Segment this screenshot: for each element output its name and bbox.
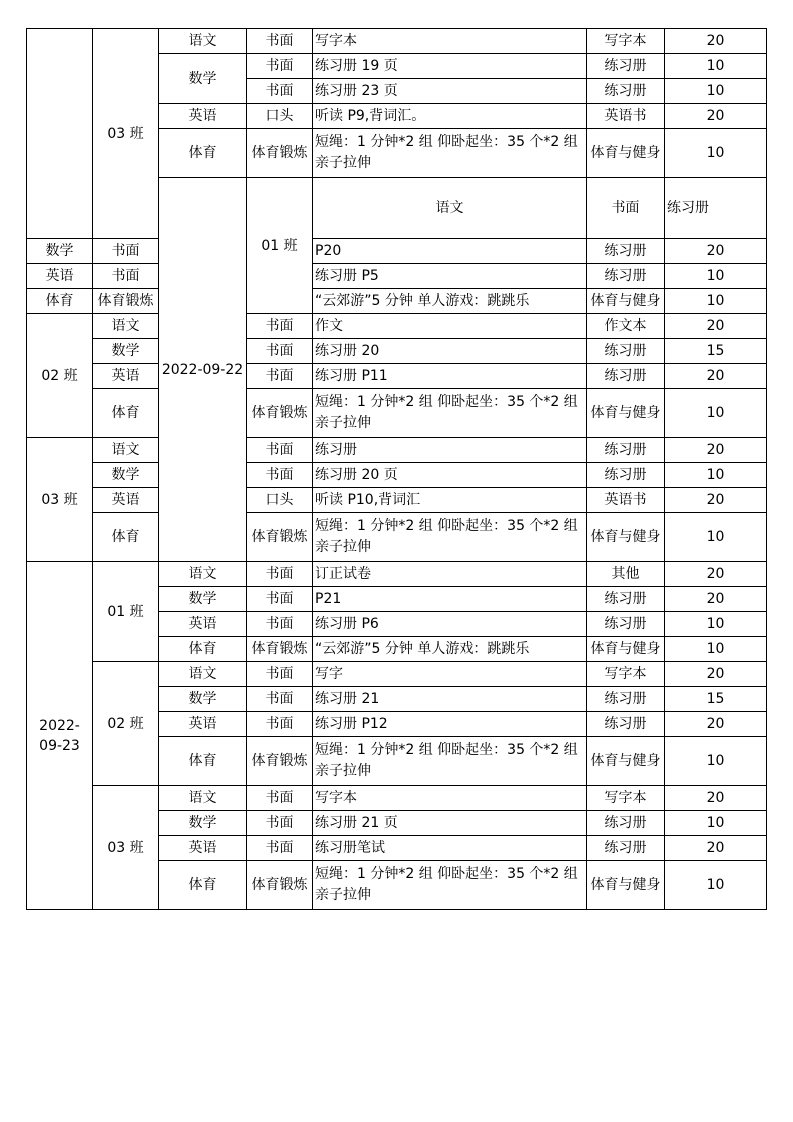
minutes-cell: 10	[665, 861, 767, 910]
material-cell: 练习册	[587, 687, 665, 712]
subject-cell: 英语	[93, 364, 159, 389]
content-cell: 练习册 21	[313, 687, 587, 712]
minutes-cell: 10	[665, 637, 767, 662]
table-row	[27, 513, 767, 562]
material-cell: 英语书	[587, 488, 665, 513]
table-row	[27, 562, 767, 587]
type-cell: 体育锻炼	[93, 289, 159, 314]
minutes-cell: 10	[665, 264, 767, 289]
subject-cell: 语文	[159, 29, 247, 54]
content-cell: 练习册 P11	[313, 364, 587, 389]
type-cell: 书面	[247, 612, 313, 637]
table-row	[27, 339, 767, 364]
content-cell: 短绳：1 分钟*2 组 仰卧起坐：35 个*2 组 亲子拉伸	[313, 513, 587, 562]
type-cell: 书面	[247, 314, 313, 339]
type-cell: 口头	[247, 488, 313, 513]
class-cell: 01 班	[247, 178, 313, 314]
material-cell: 体育与健身	[587, 129, 665, 178]
content-cell: 练习册 20	[313, 339, 587, 364]
subject-cell: 体育	[159, 129, 247, 178]
type-cell: 书面	[247, 54, 313, 79]
minutes-cell: 20	[665, 662, 767, 687]
minutes-cell: 10	[665, 811, 767, 836]
type-cell: 书面	[247, 662, 313, 687]
content-cell: 写字	[313, 662, 587, 687]
type-cell: 口头	[247, 104, 313, 129]
minutes-cell: 10	[665, 513, 767, 562]
content-cell: 短绳：1 分钟*2 组 仰卧起坐：35 个*2 组 亲子拉伸	[313, 129, 587, 178]
minutes-cell: 20	[665, 562, 767, 587]
minutes-cell: 20	[665, 587, 767, 612]
type-cell: 体育锻炼	[247, 737, 313, 786]
type-cell: 书面	[93, 239, 159, 264]
class-cell: 02 班	[93, 662, 159, 786]
minutes-cell: 10	[665, 54, 767, 79]
content-cell: 练习册	[313, 438, 587, 463]
material-cell: 练习册	[587, 811, 665, 836]
minutes-cell: 15	[665, 339, 767, 364]
material-cell: 练习册	[587, 712, 665, 737]
content-cell: P21	[313, 587, 587, 612]
table-row	[27, 438, 767, 463]
subject-cell: 体育	[159, 861, 247, 910]
minutes-cell: 20	[665, 836, 767, 861]
subject-cell: 数学	[93, 339, 159, 364]
type-cell: 书面	[247, 811, 313, 836]
content-cell: 练习册 P6	[313, 612, 587, 637]
subject-cell: 英语	[93, 488, 159, 513]
content-cell: 练习册	[665, 178, 767, 239]
content-cell: 听读 P9,背词汇。	[313, 104, 587, 129]
type-cell: 书面	[247, 339, 313, 364]
minutes-cell: 10	[665, 463, 767, 488]
type-cell: 书面	[247, 29, 313, 54]
material-cell: 体育与健身	[587, 737, 665, 786]
minutes-cell: 10	[665, 612, 767, 637]
material-cell: 练习册	[587, 438, 665, 463]
type-cell: 书面	[247, 712, 313, 737]
content-cell: 写字本	[313, 29, 587, 54]
subject-cell: 语文	[93, 314, 159, 339]
subject-cell: 体育	[27, 289, 93, 314]
table-row	[27, 264, 767, 289]
material-cell: 练习册	[587, 364, 665, 389]
class-cell: 02 班	[27, 314, 93, 438]
minutes-cell: 20	[665, 314, 767, 339]
material-cell: 练习册	[587, 339, 665, 364]
subject-cell: 体育	[93, 389, 159, 438]
content-cell: 练习册 19 页	[313, 54, 587, 79]
content-cell: 作文	[313, 314, 587, 339]
minutes-cell: 10	[665, 389, 767, 438]
material-cell: 练习册	[587, 587, 665, 612]
table-row	[27, 488, 767, 513]
type-cell: 体育锻炼	[247, 129, 313, 178]
class-cell: 03 班	[93, 786, 159, 910]
material-cell: 练习册	[587, 264, 665, 289]
minutes-cell: 10	[665, 289, 767, 314]
minutes-cell: 20	[665, 786, 767, 811]
subject-cell: 英语	[159, 612, 247, 637]
content-cell: 短绳：1 分钟*2 组 仰卧起坐：35 个*2 组 亲子拉伸	[313, 861, 587, 910]
subject-cell: 体育	[93, 513, 159, 562]
subject-cell: 语文	[159, 662, 247, 687]
subject-cell: 数学	[159, 587, 247, 612]
table-row	[27, 29, 767, 54]
content-cell: 练习册 21 页	[313, 811, 587, 836]
type-cell: 体育锻炼	[247, 637, 313, 662]
material-cell: 练习册	[587, 612, 665, 637]
table-row	[27, 662, 767, 687]
minutes-cell: 20	[665, 104, 767, 129]
minutes-cell: 20	[665, 712, 767, 737]
date-cell: 2022-09-22	[159, 178, 247, 562]
material-cell: 作文本	[587, 314, 665, 339]
subject-cell: 数学	[93, 463, 159, 488]
content-cell: 练习册 20 页	[313, 463, 587, 488]
subject-cell: 体育	[159, 637, 247, 662]
type-cell: 书面	[247, 79, 313, 104]
type-cell: 书面	[247, 438, 313, 463]
minutes-cell: 20	[665, 239, 767, 264]
type-cell: 体育锻炼	[247, 513, 313, 562]
minutes-cell: 20	[665, 488, 767, 513]
material-cell: 练习册	[587, 836, 665, 861]
type-cell: 书面	[247, 587, 313, 612]
minutes-cell: 10	[665, 79, 767, 104]
subject-cell: 体育	[159, 737, 247, 786]
material-cell: 体育与健身	[587, 637, 665, 662]
type-cell: 体育锻炼	[247, 389, 313, 438]
minutes-cell: 15	[665, 687, 767, 712]
minutes-cell: 20	[665, 364, 767, 389]
material-cell: 练习册	[587, 463, 665, 488]
subject-cell: 数学	[159, 54, 247, 104]
content-cell: 短绳：1 分钟*2 组 仰卧起坐：35 个*2 组 亲子拉伸	[313, 389, 587, 438]
type-cell: 书面	[587, 178, 665, 239]
content-cell: P20	[313, 239, 587, 264]
material-cell: 写字本	[587, 662, 665, 687]
class-cell: 03 班	[93, 29, 159, 239]
content-cell: 练习册 23 页	[313, 79, 587, 104]
class-cell: 01 班	[93, 562, 159, 662]
table-row	[27, 239, 767, 264]
minutes-cell: 20	[665, 29, 767, 54]
table-row	[27, 364, 767, 389]
minutes-cell: 10	[665, 737, 767, 786]
table-row	[27, 389, 767, 438]
subject-cell: 语文	[159, 786, 247, 811]
minutes-cell: 20	[665, 438, 767, 463]
date-cell	[27, 29, 93, 239]
table-row	[27, 786, 767, 811]
type-cell: 书面	[247, 687, 313, 712]
material-cell: 体育与健身	[587, 513, 665, 562]
table-row	[27, 289, 767, 314]
material-cell: 英语书	[587, 104, 665, 129]
material-cell: 体育与健身	[587, 861, 665, 910]
content-cell: 听读 P10,背词汇	[313, 488, 587, 513]
subject-cell: 英语	[159, 836, 247, 861]
subject-cell: 数学	[159, 687, 247, 712]
content-cell: 订正试卷	[313, 562, 587, 587]
content-cell: “云郊游”5 分钟 单人游戏：跳跳乐	[313, 637, 587, 662]
material-cell: 写字本	[587, 786, 665, 811]
type-cell: 书面	[247, 786, 313, 811]
type-cell: 书面	[247, 836, 313, 861]
subject-cell: 语文	[93, 438, 159, 463]
subject-cell: 数学	[159, 811, 247, 836]
homework-table	[26, 28, 767, 910]
table-row	[27, 314, 767, 339]
material-cell: 写字本	[587, 29, 665, 54]
content-cell: “云郊游”5 分钟 单人游戏：跳跳乐	[313, 289, 587, 314]
content-cell: 写字本	[313, 786, 587, 811]
content-cell: 短绳：1 分钟*2 组 仰卧起坐：35 个*2 组 亲子拉伸	[313, 737, 587, 786]
subject-cell: 英语	[159, 104, 247, 129]
content-cell: 练习册 P5	[313, 264, 587, 289]
material-cell: 练习册	[587, 54, 665, 79]
subject-cell: 语文	[159, 562, 247, 587]
type-cell: 书面	[247, 562, 313, 587]
material-cell: 体育与健身	[587, 389, 665, 438]
material-cell: 体育与健身	[587, 289, 665, 314]
date-cell: 2022-09-23	[27, 562, 93, 910]
material-cell: 练习册	[587, 79, 665, 104]
material-cell: 其他	[587, 562, 665, 587]
content-cell: 练习册 P12	[313, 712, 587, 737]
subject-cell: 语文	[313, 178, 587, 239]
class-cell: 03 班	[27, 438, 93, 562]
content-cell: 练习册笔试	[313, 836, 587, 861]
table-row	[27, 463, 767, 488]
material-cell: 练习册	[587, 239, 665, 264]
subject-cell: 数学	[27, 239, 93, 264]
type-cell: 体育锻炼	[247, 861, 313, 910]
type-cell: 书面	[247, 364, 313, 389]
subject-cell: 英语	[27, 264, 93, 289]
minutes-cell: 10	[665, 129, 767, 178]
type-cell: 书面	[93, 264, 159, 289]
type-cell: 书面	[247, 463, 313, 488]
subject-cell: 英语	[159, 712, 247, 737]
